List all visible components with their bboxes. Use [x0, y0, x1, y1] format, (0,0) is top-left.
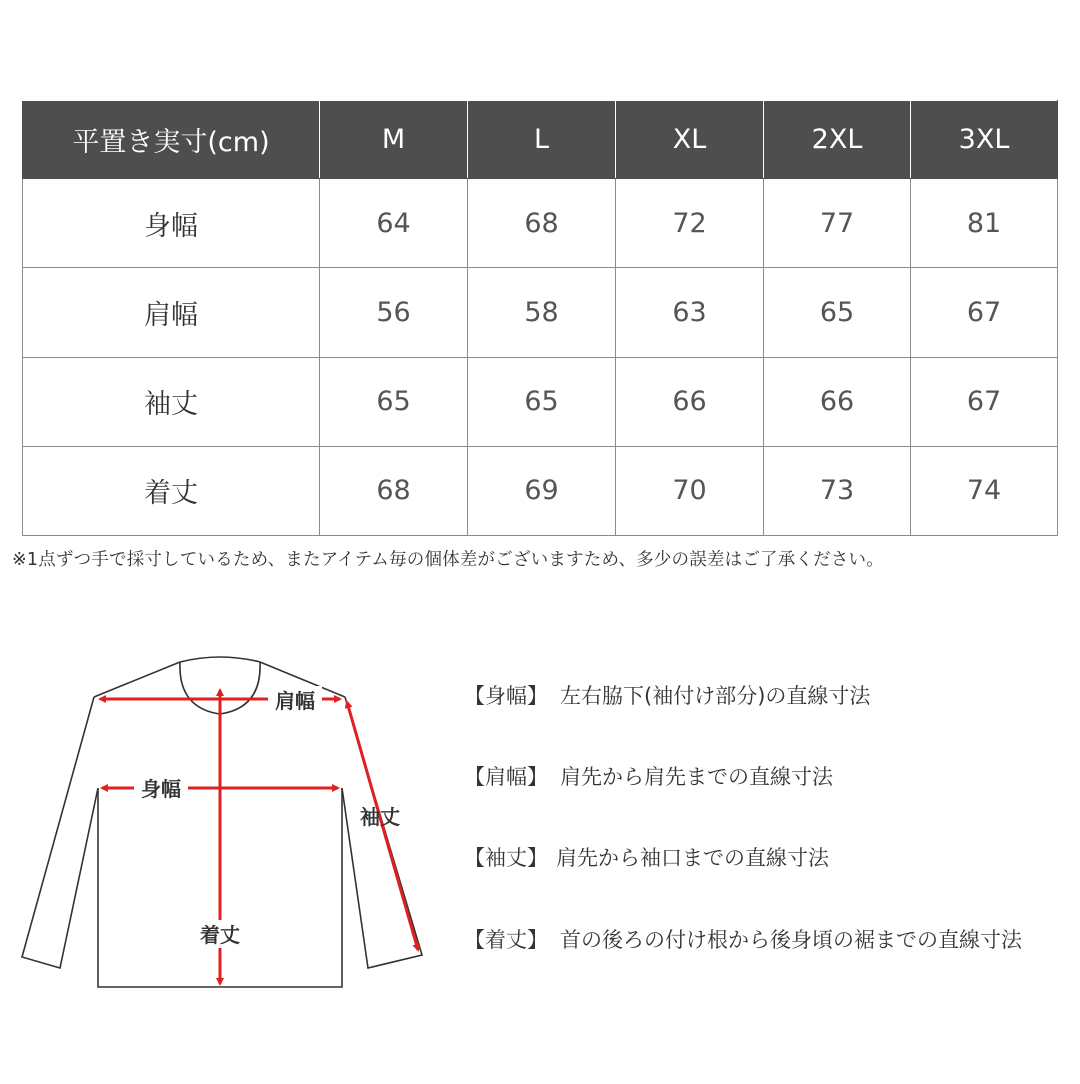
table-cell: 64 — [320, 179, 468, 268]
table-cell: 67 — [911, 357, 1058, 446]
table-cell: 77 — [764, 179, 911, 268]
legend-item-shoulder — [464, 761, 833, 791]
table-cell: 73 — [764, 446, 911, 535]
header-row — [23, 101, 1058, 179]
table-cell: 65 — [764, 268, 911, 357]
table-row — [23, 446, 1058, 535]
table-cell: 69 — [468, 446, 616, 535]
size-header-xl: XL — [616, 101, 764, 179]
shoulder-label: 肩幅 — [275, 689, 315, 713]
legend-key: 【身幅】 — [464, 684, 548, 708]
table-cell: 81 — [911, 179, 1058, 268]
legend-text: 首の後ろの付け根から後身頃の裾までの直線寸法 — [560, 928, 1022, 952]
table-cell: 56 — [320, 268, 468, 357]
table-row — [23, 179, 1058, 268]
row-label: 袖丈 — [23, 357, 320, 446]
table-cell: 72 — [616, 179, 764, 268]
measurement-arrows — [100, 690, 418, 984]
table-cell: 70 — [616, 446, 764, 535]
size-header-m: M — [320, 101, 468, 179]
table-cell: 66 — [616, 357, 764, 446]
size-table — [22, 100, 1058, 536]
table-cell: 58 — [468, 268, 616, 357]
legend-key: 【着丈】 — [464, 928, 548, 952]
legend-item-chest — [464, 680, 870, 710]
row-label: 着丈 — [23, 446, 320, 535]
measurement-note: ※1点ずつ手で採寸しているため、またアイテム毎の個体差がございますため、多少の誤差はご了承ください。 — [12, 550, 884, 570]
length-label: 着丈 — [200, 923, 240, 947]
size-header-2xl: 2XL — [764, 101, 911, 179]
sleeve-label: 袖丈 — [360, 805, 400, 829]
table-cell: 66 — [764, 357, 911, 446]
corner-header: 平置き実寸(cm) — [23, 101, 320, 179]
legend-key: 【肩幅】 — [464, 765, 548, 789]
legend-item-length — [464, 924, 1022, 954]
legend-text: 肩先から肩先までの直線寸法 — [560, 765, 833, 789]
legend-item-sleeve — [464, 842, 829, 872]
table-cell: 68 — [320, 446, 468, 535]
table-row — [23, 357, 1058, 446]
table-cell: 68 — [468, 179, 616, 268]
legend-text: 肩先から袖口までの直線寸法 — [556, 846, 829, 870]
legend-text: 左右脇下(袖付け部分)の直線寸法 — [560, 684, 871, 708]
row-label: 肩幅 — [23, 268, 320, 357]
size-header-l: L — [468, 101, 616, 179]
legend-key: 【袖丈】 — [464, 846, 548, 870]
table-cell: 67 — [911, 268, 1058, 357]
table-cell: 63 — [616, 268, 764, 357]
table-cell: 74 — [911, 446, 1058, 535]
measurement-diagram — [0, 640, 1080, 1084]
table-cell: 65 — [468, 357, 616, 446]
size-header-3xl: 3XL — [911, 101, 1058, 179]
table-cell: 65 — [320, 357, 468, 446]
chest-label: 身幅 — [141, 777, 181, 801]
table-row — [23, 268, 1058, 357]
row-label: 身幅 — [23, 179, 320, 268]
